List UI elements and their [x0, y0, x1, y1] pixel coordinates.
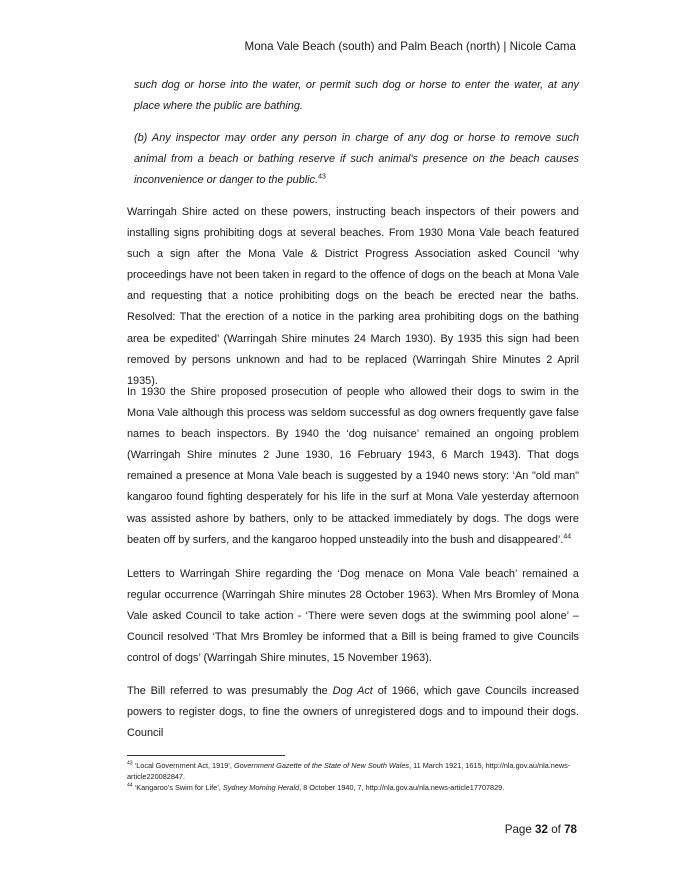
footnote-text: ‘Local Government Act, 1919’, — [132, 761, 234, 770]
of-label: of — [551, 823, 561, 836]
total-pages: 78 — [564, 823, 577, 836]
paragraph — [127, 382, 579, 551]
paragraph-text: In 1930 the Shire proposed prosecution of people who allowed their dogs to swim in the Mona Vale although this process was seldom successful as dog owners frequently gave false names to beach inspectors. By 1940 the ‘dog nuisance’ remained an ongoing problem (Warringah Shire minutes 2 June 1930, 16 February 1943, 6 March 1943). That dogs remained a presence at Mona Vale beach is suggested by a 1940 news story: ‘An "old man" kangaroo found fighting desperately for his life in the surf at Mona Vale yesterday afternoon was assisted ashore by bathers, only to be attacked immediately by dogs. The dogs were beaten off by surfers, and the kangaroo hopped unsteadily into the bush and disappeared’. — [127, 386, 579, 546]
footnote-text: , 11 March 1921, 1615, http://nla.gov.au/nla.news-article220082847. — [127, 761, 571, 781]
footnote — [127, 760, 579, 782]
paragraph-text: Warringah Shire acted on these powers, instructing beach inspectors of their powers and installing signs prohibiting dogs at several beaches. From 1930 Mona Vale beach featured such a sign after the Mona Vale & District Progress Association asked Council ‘why proceedings have not been taken in regard to the offence of dogs on the beach at Mona Vale and requesting that a notice prohibiting dogs on the beach be erected near the baths. Resolved: That the erection of a notice in the parking area prohibiting dogs on the bathing area be expedited’ (Warringah Shire minutes 24 March 1930). By 1935 this sign had been removed by persons unknown and had to be replaced (Warringah Shire Minutes 2 April 1935). — [127, 206, 579, 387]
paragraph — [127, 564, 579, 669]
quote-text: such dog or horse into the water, or permit such dog or horse to enter the water, at any place where the public are bathing. — [134, 79, 579, 113]
quote-continuation — [134, 75, 579, 117]
quote-text: (b) Any inspector may order any person in charge of any dog or horse to remove such animal from a beach or bathing reserve if such animal's presence on the beach causes inconvenience or danger to the public. — [134, 132, 579, 187]
current-page: 32 — [535, 823, 548, 836]
page-label: Page — [504, 823, 532, 836]
footnote-text: , 8 October 1940, 7, http://nla.gov.au/nla.news-article17707829. — [299, 783, 505, 792]
paragraph — [127, 681, 579, 744]
footnote-number: 43 — [127, 760, 133, 767]
footnote-source: Government Gazette of the State of New South Wales — [233, 761, 410, 770]
footnote-number: 44 — [127, 782, 133, 789]
footnote-ref[interactable]: 44 — [563, 533, 572, 541]
page-number — [505, 823, 577, 836]
paragraph — [127, 202, 579, 392]
running-header: Mona Vale Beach (south) and Palm Beach (north) | Nicole Cama — [244, 40, 576, 53]
footnote-source: Sydney Morning Herald — [222, 783, 300, 792]
footnote-divider — [127, 755, 285, 756]
footnote-text: ‘Kangaroo’s Swim for Life’, — [132, 783, 223, 792]
paragraph-text: of 1966, which gave Councils increased powers to register dogs, to fine the owners of unregistered dogs and to impound their dogs. Council — [127, 685, 580, 740]
footnote — [127, 782, 579, 793]
act-title: Dog Act — [332, 685, 373, 697]
quote-clause-b — [134, 128, 579, 191]
paragraph-text: Letters to Warringah Shire regarding the ‘Dog menace on Mona Vale beach’ remained a regular occurrence (Warringah Shire minutes 28 October 1963). When Mrs Bromley of Mona Vale asked Council to take action - ‘There were seven dogs at the swimming pool alone’ – Council resolved ‘That Mrs Bromley be informed that a Bill is being framed to give Councils control of dogs’ (Warringah Shire minutes, 15 November 1963). — [127, 568, 579, 665]
footnote-ref[interactable]: 43 — [318, 173, 326, 181]
paragraph-text: The Bill referred to was presumably the — [127, 685, 333, 697]
